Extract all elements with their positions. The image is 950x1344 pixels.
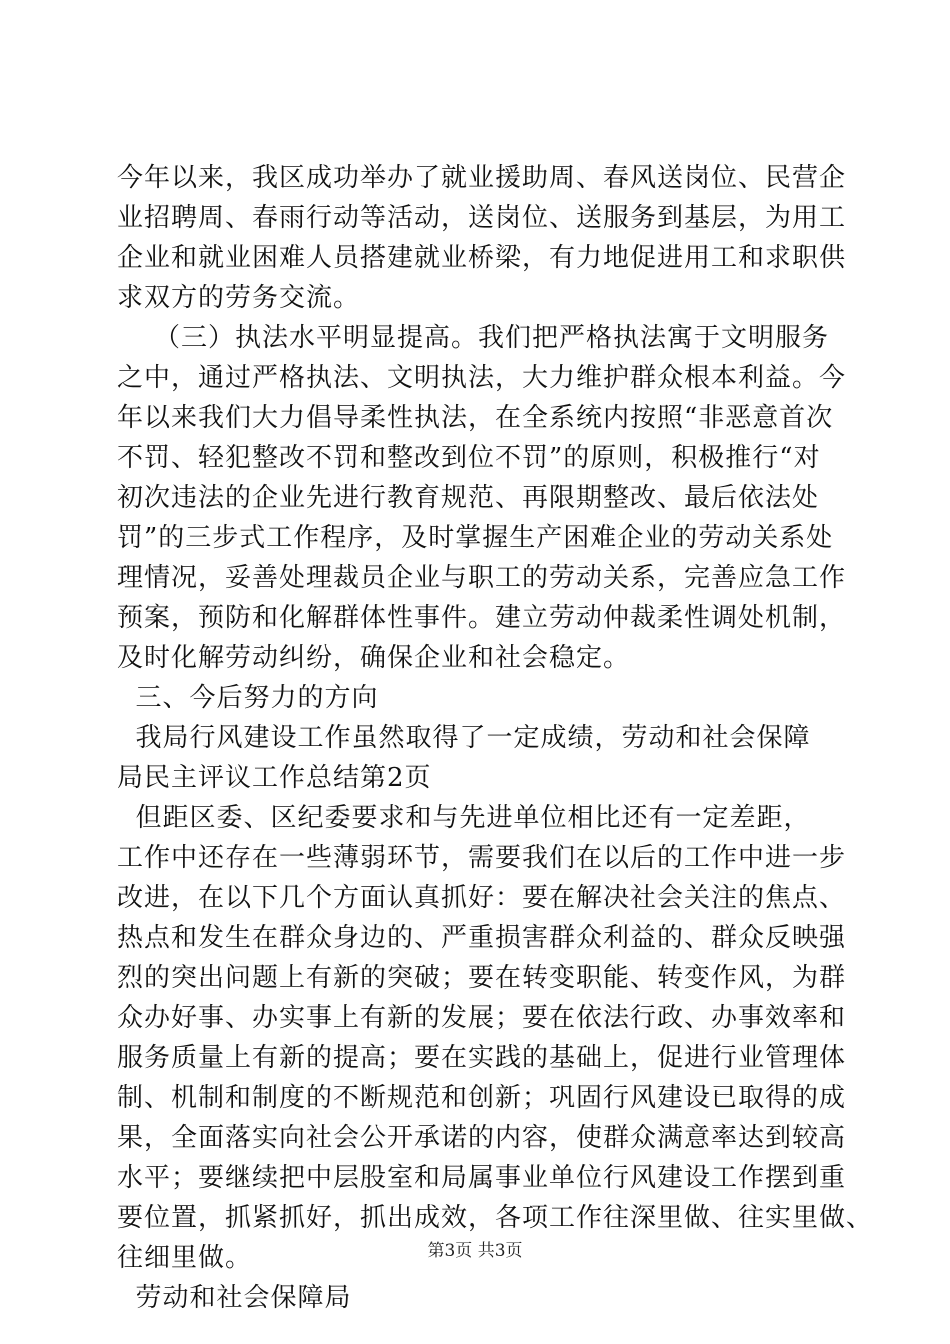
text-line: 众办好事、办实事上有新的发展；要在依法行政、办事效率和 (117, 1003, 847, 1033)
text-line: 我局行风建设工作虽然取得了一定成绩，劳动和社会保障 (117, 723, 811, 753)
text-line: 水平；要继续把中层股室和局属事业单位行风建设工作摆到重 (117, 1163, 847, 1193)
text-line: 罚”的三步式工作程序，及时掌握生产困难企业的劳动关系处 (117, 523, 834, 553)
text-line: 预案，预防和化解群体性事件。建立劳动仲裁柔性调处机制， (117, 603, 847, 633)
text-line: 局民主评议工作总结第2页 (117, 763, 432, 793)
text-line: 求双方的劳务交流。 (117, 283, 361, 313)
text-line: 之中，通过严格执法、文明执法，大力维护群众根本利益。今 (117, 363, 847, 393)
text-line: 但距区委、区纪委要求和与先进单位相比还有一定差距， (117, 803, 811, 833)
text-line: 烈的突出问题上有新的突破；要在转变职能、转变作风，为群 (117, 963, 847, 993)
body-text (117, 158, 874, 1318)
text-line: 要位置，抓紧抓好，抓出成效，各项工作往深里做、往实里做、 (117, 1203, 874, 1233)
text-line: 理情况，妥善处理裁员企业与职工的劳动关系，完善应急工作 (117, 563, 847, 593)
text-line: 果，全面落实向社会公开承诺的内容，使群众满意率达到较高 (117, 1123, 847, 1153)
text-line: 工作中还存在一些薄弱环节，需要我们在以后的工作中进一步 (117, 843, 847, 873)
text-line: 年以来我们大力倡导柔性执法，在全系统内按照“非恶意首次 (117, 403, 834, 433)
text-line: 制、机制和制度的不断规范和创新；巩固行风建设已取得的成 (117, 1083, 847, 1113)
text-line: 不罚、轻犯整改不罚和整改到位不罚”的原则，积极推行“对 (117, 443, 821, 473)
text-line: 及时化解劳动纠纷，确保企业和社会稳定。 (117, 643, 631, 673)
text-line: 业招聘周、春雨行动等活动，送岗位、送服务到基层，为用工 (117, 203, 847, 233)
page-footer: 第3页 共3页 (427, 1241, 523, 1261)
text-line: 初次违法的企业先进行教育规范、再限期整改、最后依法处 (117, 483, 820, 513)
text-line: 往细里做。 (117, 1243, 253, 1273)
text-line: 企业和就业困难人员搭建就业桥梁，有力地促进用工和求职供 (117, 243, 847, 273)
signature-line: 劳动和社会保障局 (117, 1283, 352, 1313)
text-line: 改进，在以下几个方面认真抓好：要在解决社会关注的焦点、 (117, 883, 847, 913)
text-line: （三）执法水平明显提高。我们把严格执法寓于文明服务 (117, 323, 830, 353)
text-line: 服务质量上有新的提高；要在实践的基础上，促进行业管理体 (117, 1043, 847, 1073)
section-heading: 三、今后努力的方向 (117, 683, 379, 713)
text-line: 今年以来，我区成功举办了就业援助周、春风送岗位、民营企 (117, 163, 847, 193)
text-line: 热点和发生在群众身边的、严重损害群众利益的、群众反映强 (117, 923, 847, 953)
